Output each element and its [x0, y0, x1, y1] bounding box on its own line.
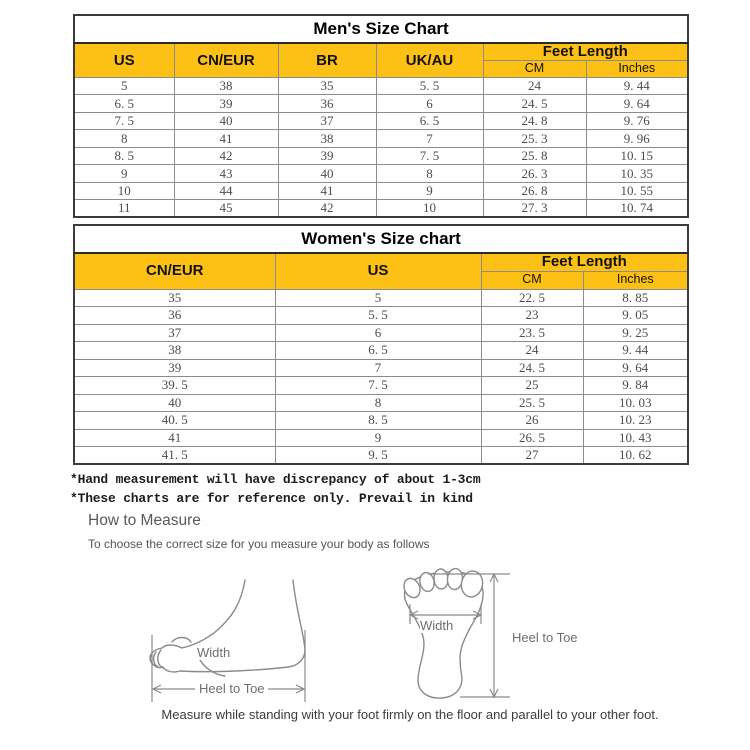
table-cell: 26. 3: [483, 165, 586, 183]
table-cell: 24. 5: [483, 95, 586, 113]
table-cell: 9. 76: [586, 112, 688, 130]
table-cell: 10. 43: [583, 429, 688, 447]
table-cell: 6: [376, 95, 483, 113]
table-cell: 9. 64: [586, 95, 688, 113]
table-cell: 39: [278, 147, 376, 165]
table-cell: 36: [278, 95, 376, 113]
table-cell: 37: [74, 324, 275, 342]
table-cell: 10. 74: [586, 200, 688, 218]
table-cell: 10. 55: [586, 182, 688, 200]
table-row: [74, 112, 688, 130]
womens-col-header-cn-eur: CN/EUR: [74, 253, 275, 289]
table-row: [74, 359, 688, 377]
table-cell: 5: [74, 77, 174, 95]
womens-table-title: Women's Size chart: [74, 225, 688, 253]
table-cell: 10. 62: [583, 447, 688, 465]
table-cell: 24. 8: [483, 112, 586, 130]
table-cell: 36: [74, 307, 275, 325]
table-cell: 7: [275, 359, 481, 377]
table-cell: 8. 5: [275, 412, 481, 430]
table-row: [74, 412, 688, 430]
table-row: [74, 342, 688, 360]
table-cell: 9. 44: [586, 77, 688, 95]
table-cell: 10. 23: [583, 412, 688, 430]
table-cell: 8. 5: [74, 147, 174, 165]
mens-size-table: [73, 14, 689, 218]
table-cell: 8: [376, 165, 483, 183]
table-cell: 6. 5: [376, 112, 483, 130]
mens-col-header-cm: CM: [483, 60, 586, 77]
how-to-measure-intro: To choose the correct size for you measure your body as follows: [88, 537, 430, 551]
table-cell: 8: [275, 394, 481, 412]
table-cell: 10. 35: [586, 165, 688, 183]
table-row: [74, 147, 688, 165]
table-cell: 9. 64: [583, 359, 688, 377]
table-cell: 25. 5: [481, 394, 583, 412]
womens-col-header-feet-length: Feet Length: [481, 253, 688, 271]
table-row: [74, 324, 688, 342]
table-row: [74, 130, 688, 148]
table-cell: 24: [481, 342, 583, 360]
top-view-heel-to-toe-label: Heel to Toe: [512, 630, 578, 645]
table-cell: 11: [74, 200, 174, 218]
table-cell: 25: [481, 377, 583, 395]
table-cell: 25. 8: [483, 147, 586, 165]
table-cell: 39: [74, 359, 275, 377]
table-cell: 42: [278, 200, 376, 218]
womens-col-header-us: US: [275, 253, 481, 289]
mens-col-header-feet-length: Feet Length: [483, 43, 688, 60]
mens-col-header-uk-au: UK/AU: [376, 43, 483, 77]
table-cell: 40: [278, 165, 376, 183]
table-cell: 38: [174, 77, 278, 95]
table-row: [74, 307, 688, 325]
table-cell: 6. 5: [74, 95, 174, 113]
table-cell: 37: [278, 112, 376, 130]
table-cell: 25. 3: [483, 130, 586, 148]
table-row: [74, 182, 688, 200]
table-cell: 5. 5: [376, 77, 483, 95]
table-row: [74, 394, 688, 412]
table-cell: 39: [174, 95, 278, 113]
table-cell: 42: [174, 147, 278, 165]
table-row: [74, 165, 688, 183]
table-cell: 9. 84: [583, 377, 688, 395]
mens-col-header-br: BR: [278, 43, 376, 77]
table-cell: 27: [481, 447, 583, 465]
table-cell: 5. 5: [275, 307, 481, 325]
table-cell: 7. 5: [275, 377, 481, 395]
womens-col-header-inches: Inches: [583, 271, 688, 289]
table-cell: 23. 5: [481, 324, 583, 342]
table-cell: 10. 15: [586, 147, 688, 165]
table-cell: 10: [74, 182, 174, 200]
side-view-width-label: Width: [197, 645, 231, 660]
table-cell: 9. 5: [275, 447, 481, 465]
table-cell: 45: [174, 200, 278, 218]
foot-top-view-illustration: [398, 556, 518, 706]
table-cell: 40. 5: [74, 412, 275, 430]
table-cell: 7. 5: [74, 112, 174, 130]
table-cell: 35: [74, 289, 275, 307]
table-cell: 24: [483, 77, 586, 95]
table-cell: 10. 03: [583, 394, 688, 412]
table-cell: 9. 44: [583, 342, 688, 360]
table-cell: 27. 3: [483, 200, 586, 218]
table-cell: 5: [275, 289, 481, 307]
table-cell: 9. 96: [586, 130, 688, 148]
table-cell: 24. 5: [481, 359, 583, 377]
table-cell: 26. 5: [481, 429, 583, 447]
mens-table-body: [74, 77, 688, 217]
table-cell: 26. 8: [483, 182, 586, 200]
table-cell: 6. 5: [275, 342, 481, 360]
womens-table-title-row: [74, 225, 688, 253]
table-cell: 41. 5: [74, 447, 275, 465]
how-to-measure-heading: How to Measure: [88, 512, 201, 529]
table-cell: 41: [74, 429, 275, 447]
womens-table-header-row: [74, 253, 688, 271]
table-cell: 38: [278, 130, 376, 148]
table-cell: 8: [74, 130, 174, 148]
table-cell: 22. 5: [481, 289, 583, 307]
table-row: [74, 95, 688, 113]
side-view-heel-to-toe-label: Heel to Toe: [199, 681, 265, 696]
table-cell: 38: [74, 342, 275, 360]
table-cell: 41: [278, 182, 376, 200]
womens-size-table: [73, 224, 689, 465]
table-cell: 35: [278, 77, 376, 95]
table-cell: 8. 85: [583, 289, 688, 307]
table-cell: 9: [74, 165, 174, 183]
mens-col-header-inches: Inches: [586, 60, 688, 77]
womens-table-body: [74, 289, 688, 464]
table-cell: 9. 05: [583, 307, 688, 325]
table-row: [74, 289, 688, 307]
table-row: [74, 447, 688, 465]
table-cell: 10: [376, 200, 483, 218]
note-reference-only: *These charts are for reference only. Prevail in kind: [70, 491, 473, 506]
table-cell: 40: [74, 394, 275, 412]
table-cell: 40: [174, 112, 278, 130]
table-row: [74, 429, 688, 447]
table-cell: 9. 25: [583, 324, 688, 342]
measure-caption: Measure while standing with your foot firmly on the floor and parallel to your other foot.: [161, 707, 659, 722]
mens-col-header-cn-eur: CN/EUR: [174, 43, 278, 77]
table-row: [74, 200, 688, 218]
table-cell: 41: [174, 130, 278, 148]
note-hand-measurement: *Hand measurement will have discrepancy of about 1-3cm: [70, 472, 481, 487]
mens-table-title: Men's Size Chart: [74, 15, 688, 43]
table-cell: 39. 5: [74, 377, 275, 395]
mens-col-header-us: US: [74, 43, 174, 77]
table-cell: 6: [275, 324, 481, 342]
table-cell: 43: [174, 165, 278, 183]
table-cell: 7: [376, 130, 483, 148]
table-cell: 9: [376, 182, 483, 200]
table-row: [74, 377, 688, 395]
table-cell: 26: [481, 412, 583, 430]
table-cell: 44: [174, 182, 278, 200]
mens-table-title-row: [74, 15, 688, 43]
womens-col-header-cm: CM: [481, 271, 583, 289]
mens-table-header-row: [74, 43, 688, 60]
table-row: [74, 77, 688, 95]
table-cell: 9: [275, 429, 481, 447]
top-view-width-label: Width: [420, 618, 454, 633]
table-cell: 7. 5: [376, 147, 483, 165]
table-cell: 23: [481, 307, 583, 325]
